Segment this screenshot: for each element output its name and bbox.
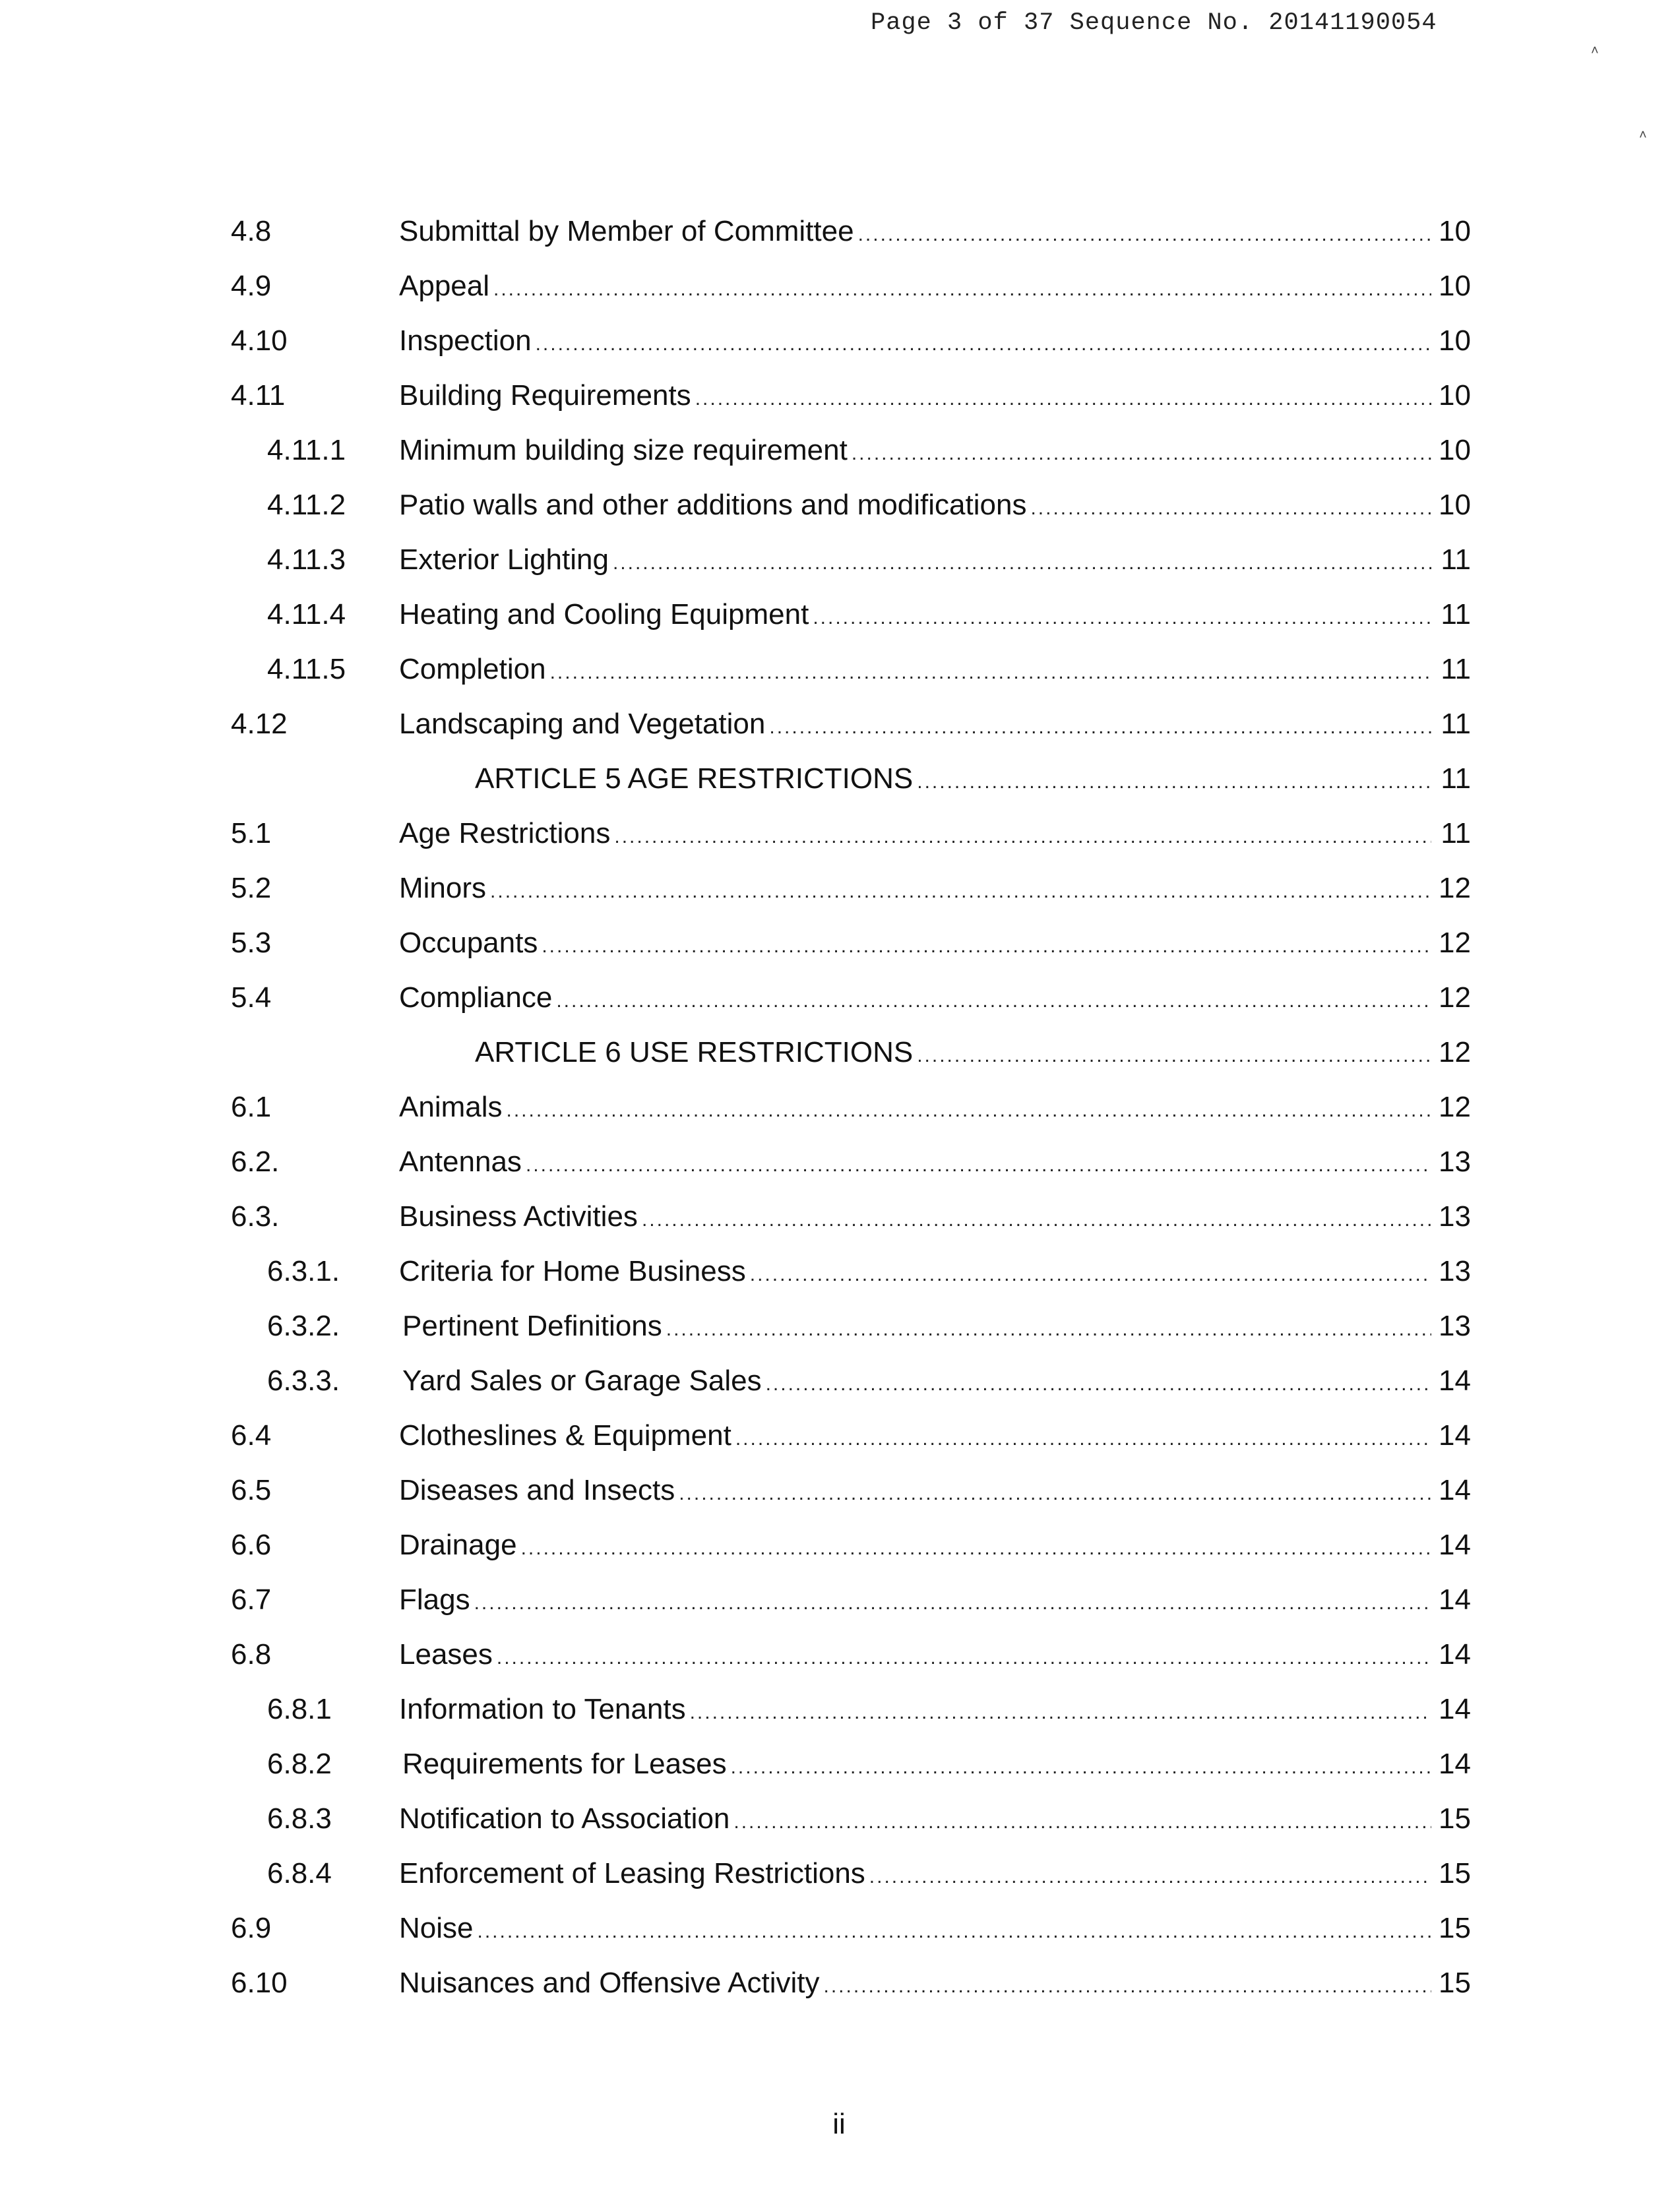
toc-page-number: 10 — [1439, 489, 1471, 521]
toc-page-number: 11 — [1441, 762, 1471, 795]
toc-row[interactable] — [231, 1686, 1471, 1741]
toc-number: 6.4 — [231, 1419, 272, 1452]
toc-page-number: 10 — [1439, 215, 1471, 247]
toc-title: Nuisances and Offensive Activity — [399, 1960, 820, 2006]
toc-title: Heating and Cooling Equipment — [399, 592, 809, 638]
toc-row[interactable] — [231, 646, 1471, 701]
toc-number: 4.8 — [231, 215, 272, 247]
toc-title: Business Activities — [399, 1194, 638, 1240]
toc-title: Occupants — [399, 920, 538, 966]
toc-leader-dots — [824, 1963, 1431, 2010]
toc-leader-dots — [766, 1361, 1431, 1407]
page-footer-numeral: ii — [832, 2108, 846, 2140]
toc-number: 6.8.4 — [267, 1857, 332, 1889]
toc-number: 6.3.1. — [267, 1255, 340, 1287]
toc-page-number: 13 — [1439, 1255, 1471, 1287]
toc-leader-dots — [490, 869, 1431, 915]
toc-title: Minimum building size requirement — [399, 427, 848, 474]
toc-title: Completion — [399, 646, 546, 692]
toc-page-number: 14 — [1439, 1748, 1471, 1780]
toc-title: Animals — [399, 1084, 503, 1130]
toc-number: 4.10 — [231, 324, 288, 357]
toc-page-number: 11 — [1441, 817, 1471, 849]
toc-row[interactable] — [231, 1851, 1471, 1905]
toc-row[interactable] — [231, 1960, 1471, 2015]
toc-number: 6.3. — [231, 1200, 280, 1233]
toc-page-number: 15 — [1439, 1967, 1471, 1999]
toc-title: Appeal — [399, 263, 489, 309]
toc-page-number: 11 — [1441, 708, 1471, 740]
toc-number: 6.8.3 — [267, 1802, 332, 1835]
toc-row[interactable] — [231, 1084, 1471, 1139]
toc-leader-dots — [750, 1252, 1431, 1298]
toc-title: Information to Tenants — [399, 1686, 686, 1733]
toc-page-number: 13 — [1439, 1200, 1471, 1233]
toc-row[interactable] — [231, 318, 1471, 373]
toc-title: Compliance — [399, 975, 552, 1021]
toc-number: 6.5 — [231, 1474, 272, 1506]
toc-page-number: 13 — [1439, 1146, 1471, 1178]
toc-row[interactable] — [231, 537, 1471, 592]
toc-leader-dots — [666, 1306, 1431, 1353]
toc-page-number: 12 — [1439, 1036, 1471, 1068]
toc-leader-dots — [869, 1854, 1431, 1900]
toc-leader-dots — [733, 1799, 1431, 1845]
toc-number: 4.11.2 — [267, 489, 346, 521]
toc-leader-dots — [679, 1471, 1431, 1517]
toc-leader-dots — [521, 1525, 1431, 1572]
toc-page-number: 14 — [1439, 1419, 1471, 1452]
toc-leader-dots — [614, 814, 1431, 860]
toc-page-number: 14 — [1439, 1693, 1471, 1725]
toc-title: ARTICLE 6 USE RESTRICTIONS — [475, 1029, 913, 1076]
toc-page-number: 14 — [1439, 1583, 1471, 1616]
toc-row[interactable] — [231, 1632, 1471, 1686]
toc-page-number: 12 — [1439, 872, 1471, 904]
toc-row[interactable] — [231, 592, 1471, 646]
toc-title: Leases — [399, 1632, 493, 1678]
toc-page-number: 14 — [1439, 1638, 1471, 1671]
toc-number: 5.3 — [231, 927, 272, 959]
toc-page-number: 14 — [1439, 1365, 1471, 1397]
toc-row[interactable] — [231, 1358, 1471, 1413]
toc-title: Notification to Association — [399, 1796, 730, 1842]
toc-number: 6.6 — [231, 1529, 272, 1561]
toc-leader-dots — [474, 1580, 1431, 1626]
toc-title: Requirements for Leases — [402, 1741, 727, 1787]
toc-leader-dots — [526, 1142, 1431, 1188]
toc-row[interactable] — [231, 1905, 1471, 1960]
toc-number: 4.11.4 — [267, 598, 346, 630]
toc-page-number: 13 — [1439, 1310, 1471, 1342]
toc-number: 4.12 — [231, 708, 288, 740]
toc-row[interactable] — [231, 1248, 1471, 1303]
toc-leader-dots — [917, 759, 1431, 805]
toc-title: Landscaping and Vegetation — [399, 701, 765, 747]
toc-leader-dots — [731, 1744, 1431, 1791]
toc-leader-dots — [917, 1033, 1431, 1079]
toc-article-heading[interactable] — [231, 1029, 1471, 1084]
toc-leader-dots — [769, 704, 1431, 751]
toc-page-number: 12 — [1439, 1091, 1471, 1123]
toc-row[interactable] — [231, 1139, 1471, 1194]
toc-number: 4.11.5 — [267, 653, 346, 685]
toc-leader-dots — [497, 1635, 1431, 1681]
toc-row[interactable] — [231, 1467, 1471, 1522]
toc-page-number: 12 — [1439, 927, 1471, 959]
toc-page-number: 11 — [1441, 598, 1471, 630]
toc-article-heading[interactable] — [231, 756, 1471, 811]
toc-leader-dots — [695, 376, 1431, 422]
toc-title: Criteria for Home Business — [399, 1248, 746, 1295]
toc-row[interactable] — [231, 1303, 1471, 1358]
toc-row[interactable] — [231, 427, 1471, 482]
toc-leader-dots — [858, 212, 1431, 258]
toc-number: 4.11 — [231, 379, 286, 412]
toc-page-number: 15 — [1439, 1857, 1471, 1889]
toc-title: Inspection — [399, 318, 532, 364]
toc-number: 6.2. — [231, 1146, 280, 1178]
toc-page-number: 15 — [1439, 1802, 1471, 1835]
toc-number: 5.4 — [231, 981, 272, 1014]
toc-row[interactable] — [231, 975, 1471, 1029]
toc-title: Minors — [399, 865, 486, 911]
toc-row[interactable] — [231, 1413, 1471, 1467]
toc-page-number: 11 — [1441, 653, 1471, 685]
toc-title: Diseases and Insects — [399, 1467, 675, 1514]
toc-page-number: 14 — [1439, 1474, 1471, 1506]
toc-page-number: 14 — [1439, 1529, 1471, 1561]
toc-number: 4.11.3 — [267, 543, 346, 576]
toc-leader-dots — [813, 595, 1431, 641]
toc-number: 6.7 — [231, 1583, 272, 1616]
toc-leader-dots — [690, 1690, 1431, 1736]
toc-title: Building Requirements — [399, 373, 691, 419]
toc-page-number: 10 — [1439, 379, 1471, 412]
toc-title: ARTICLE 5 AGE RESTRICTIONS — [475, 756, 913, 802]
toc-number: 6.3.2. — [267, 1310, 340, 1342]
toc-leader-dots — [493, 266, 1431, 313]
toc-number: 5.2 — [231, 872, 272, 904]
toc-number: 6.3.3. — [267, 1365, 340, 1397]
toc-page-number: 12 — [1439, 981, 1471, 1014]
scan-speck: ˄ — [1591, 44, 1599, 58]
toc-title: Patio walls and other additions and modifications — [399, 482, 1026, 528]
toc-number: 6.8 — [231, 1638, 272, 1671]
table-of-contents — [231, 208, 1471, 2015]
toc-number: 5.1 — [231, 817, 272, 849]
toc-number: 6.1 — [231, 1091, 272, 1123]
toc-title: Age Restrictions — [399, 811, 610, 857]
toc-row[interactable] — [231, 1194, 1471, 1248]
toc-title: Pertinent Definitions — [402, 1303, 662, 1349]
toc-title: Exterior Lighting — [399, 537, 609, 583]
toc-row[interactable] — [231, 208, 1471, 263]
toc-title: Yard Sales or Garage Sales — [402, 1358, 762, 1404]
toc-page-number: 10 — [1439, 324, 1471, 357]
toc-leader-dots — [556, 978, 1431, 1024]
toc-row[interactable] — [231, 373, 1471, 427]
toc-number: 6.10 — [231, 1967, 288, 1999]
toc-page-number: 15 — [1439, 1912, 1471, 1944]
toc-row[interactable] — [231, 1522, 1471, 1577]
toc-leader-dots — [542, 923, 1431, 969]
toc-leader-dots — [478, 1909, 1432, 1955]
page-header-sequence: Page 3 of 37 Sequence No. 20141190054 — [871, 9, 1437, 37]
toc-number: 4.11.1 — [267, 434, 346, 466]
toc-row[interactable] — [231, 1741, 1471, 1796]
toc-title: Enforcement of Leasing Restrictions — [399, 1851, 865, 1897]
toc-title: Submittal by Member of Committee — [399, 208, 854, 255]
toc-title: Clotheslines & Equipment — [399, 1413, 731, 1459]
toc-number: 6.9 — [231, 1912, 272, 1944]
toc-leader-dots — [613, 540, 1431, 586]
toc-number: 6.8.2 — [267, 1748, 332, 1780]
toc-leader-dots — [852, 431, 1431, 477]
toc-row[interactable] — [231, 920, 1471, 975]
toc-title: Noise — [399, 1905, 474, 1951]
toc-page-number: 11 — [1441, 543, 1471, 576]
toc-number: 4.9 — [231, 270, 272, 302]
toc-row[interactable] — [231, 1577, 1471, 1632]
toc-leader-dots — [642, 1197, 1431, 1243]
toc-row[interactable] — [231, 263, 1471, 318]
toc-title: Drainage — [399, 1522, 517, 1568]
toc-row[interactable] — [231, 865, 1471, 920]
toc-page-number: 10 — [1439, 270, 1471, 302]
scan-speck: ˄ — [1639, 128, 1647, 142]
toc-number: 6.8.1 — [267, 1693, 332, 1725]
toc-title: Flags — [399, 1577, 470, 1623]
toc-leader-dots — [507, 1088, 1432, 1134]
toc-row[interactable] — [231, 1796, 1471, 1851]
toc-row[interactable] — [231, 701, 1471, 756]
toc-page-number: 10 — [1439, 434, 1471, 466]
toc-leader-dots — [735, 1416, 1431, 1462]
toc-row[interactable] — [231, 482, 1471, 537]
toc-leader-dots — [536, 321, 1431, 367]
toc-leader-dots — [550, 650, 1431, 696]
toc-title: Antennas — [399, 1139, 522, 1185]
toc-row[interactable] — [231, 811, 1471, 865]
toc-leader-dots — [1030, 485, 1431, 532]
